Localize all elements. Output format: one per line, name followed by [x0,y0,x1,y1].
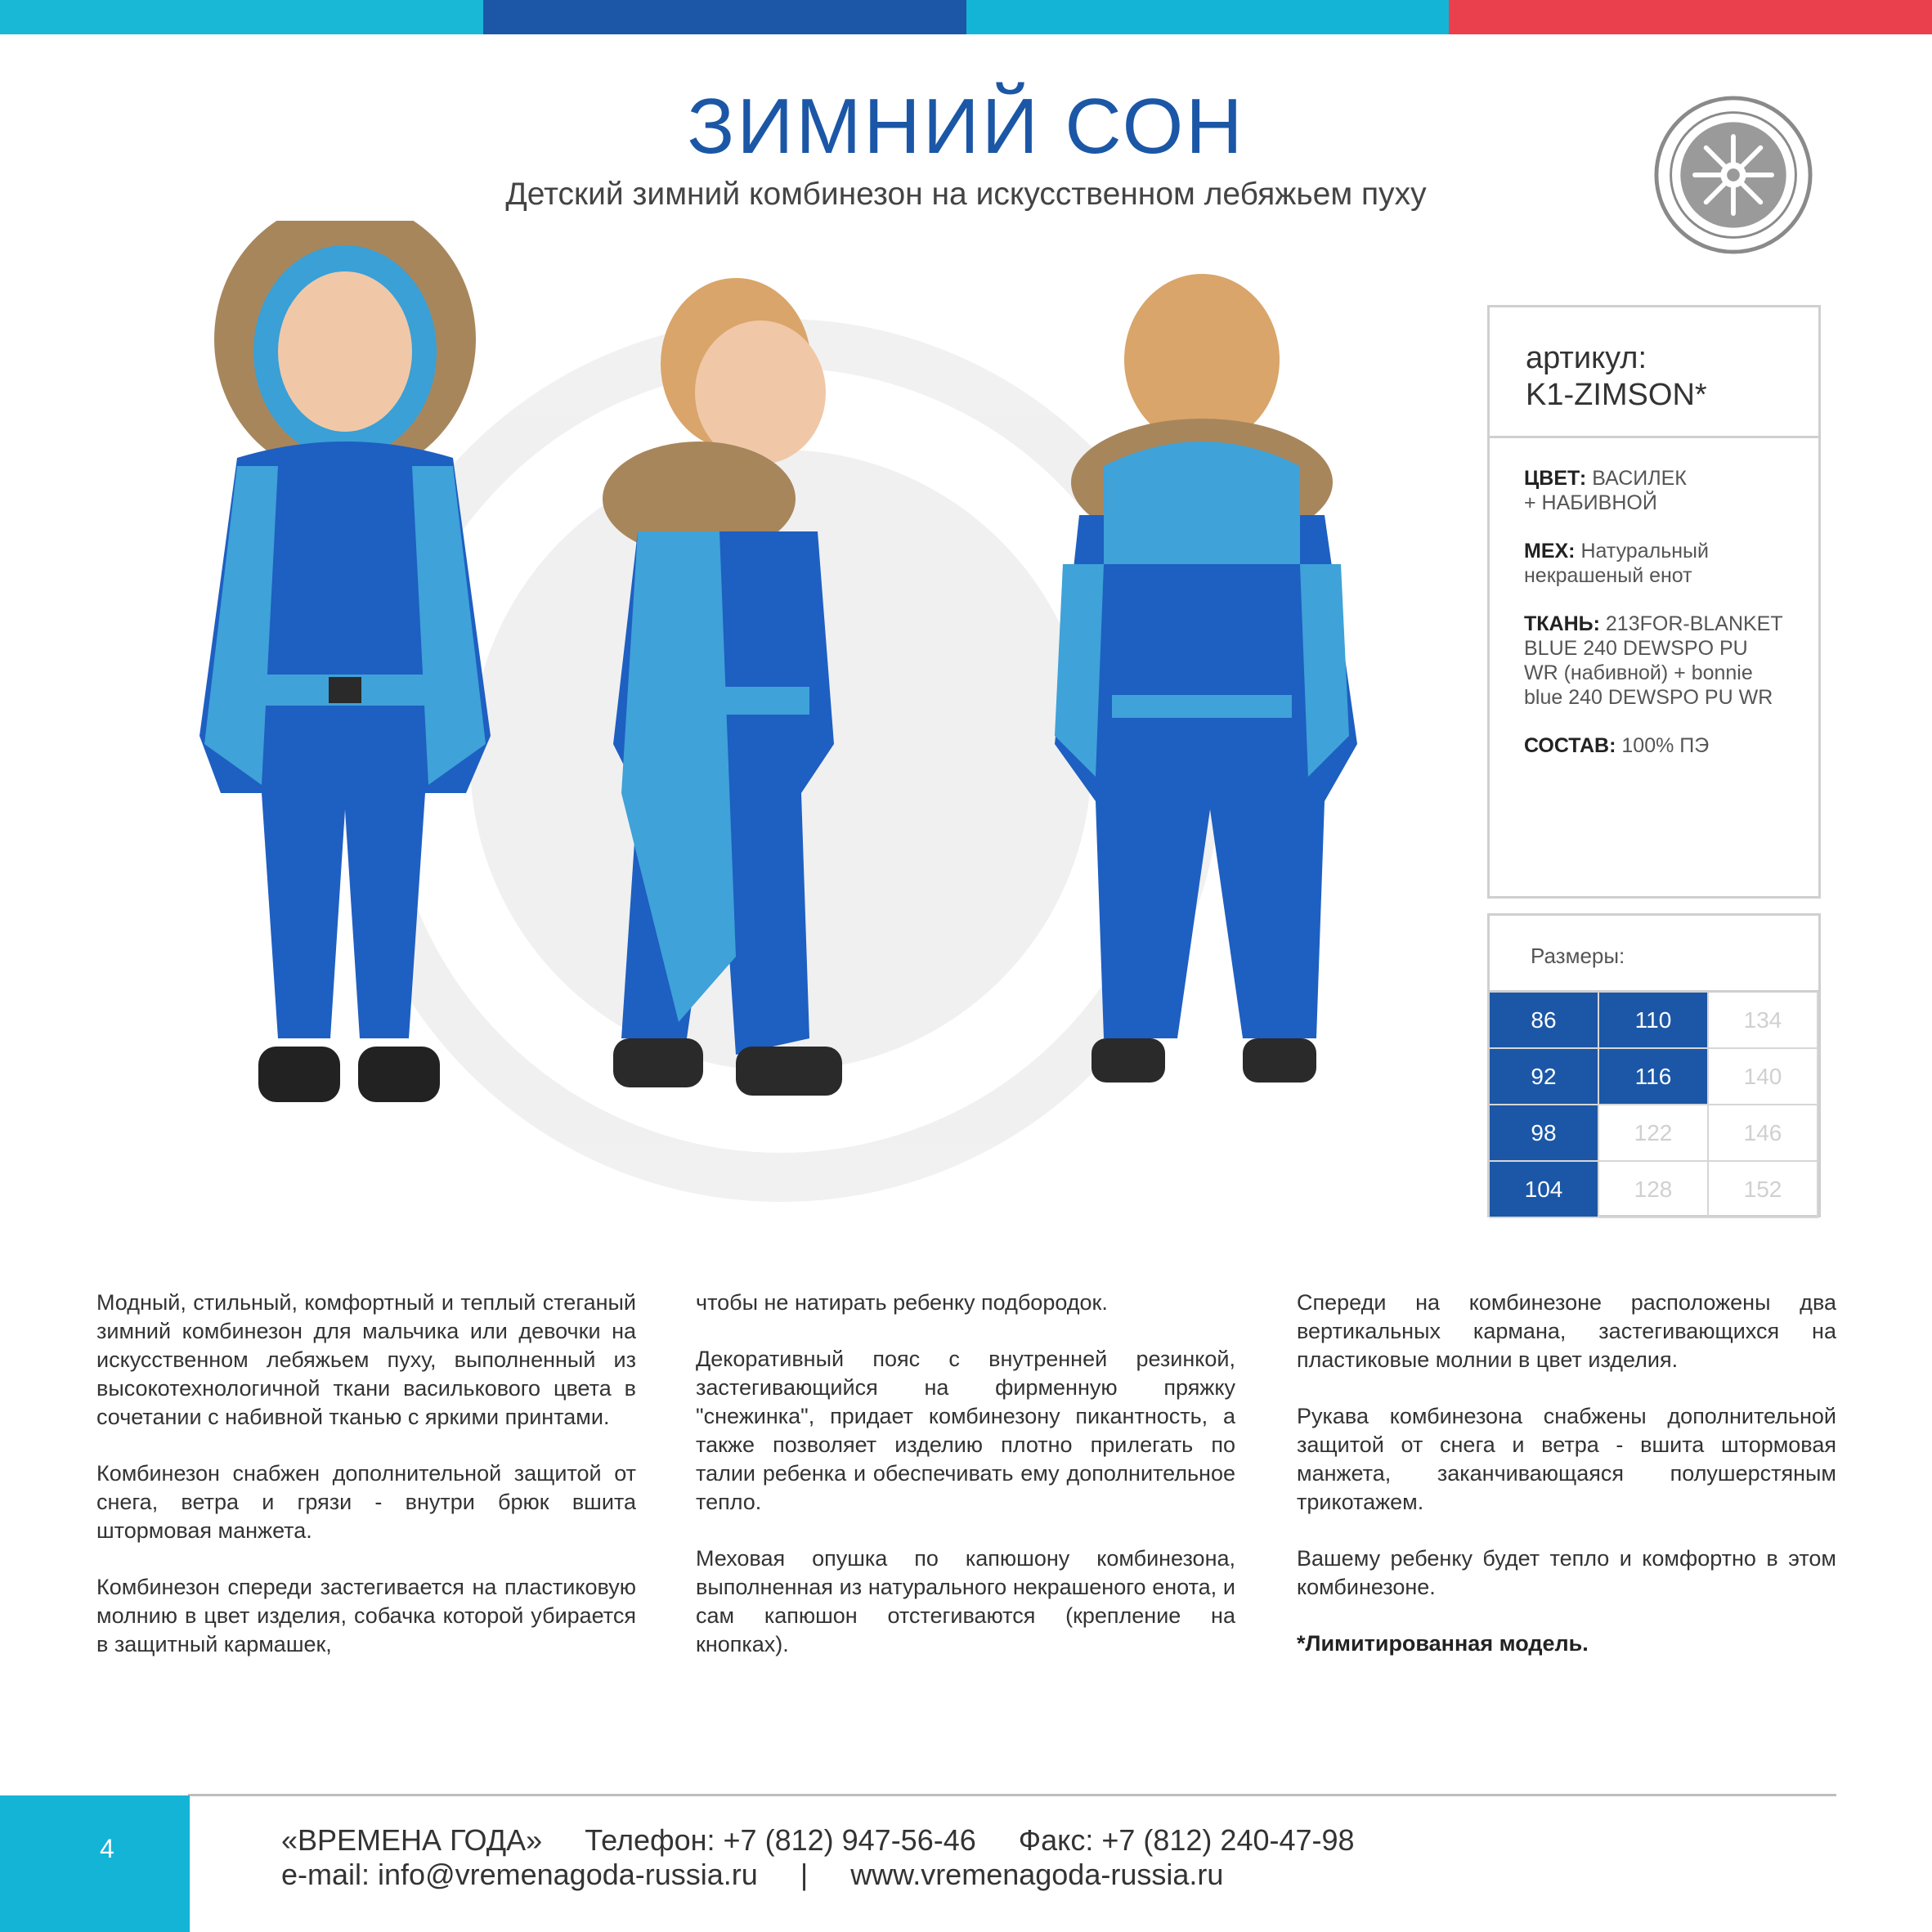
description-paragraph: Вашему ребенку будет тепло и комфортно в этом комбинезоне. [1297,1546,1836,1599]
size-cell: 104 [1490,1162,1599,1218]
footer-contacts-line-1 [281,1823,1389,1858]
spec-fur [1524,539,1818,588]
page-subtitle: Детский зимний комбинезон на искусственном лебяжьем пуху [505,177,1427,212]
footer-company: «ВРЕМЕНА ГОДА» [281,1823,543,1857]
spec-fabric-label: ТКАНЬ: [1524,612,1600,635]
size-cell: 122 [1599,1105,1709,1162]
band-segment-red [1449,0,1932,34]
spec-fur-label: МЕХ: [1524,540,1576,563]
spec-fabric [1524,612,1818,710]
description-paragraph: Рукава комбинезона снабжены дополнительной защитой от снега и ветра - вшита штормовая манжета, заканчивающаяся полушерстяным трикотажем. [1297,1404,1836,1514]
description-paragraph: Комбинезон снабжен дополнительной защитой от снега, ветра и грязи - внутри брюк вшита штормовая манжета. [96,1461,636,1543]
size-cell: 92 [1490,1049,1599,1105]
size-cell: 146 [1709,1105,1818,1162]
description-paragraph: Спереди на комбинезоне расположены два вертикальных кармана, застегивающихся на пластиковые молнии в цвет изделия. [1297,1290,1836,1372]
spec-fabric-value-1: 213FOR-BLANKET [1605,612,1783,635]
description-column-2 [696,1289,1235,1687]
spec-composition-value: 100% ПЭ [1621,734,1710,757]
spec-composition [1524,733,1818,758]
band-segment-cyan [0,0,483,34]
sizes-label: Размеры: [1490,916,1818,993]
size-cell: 152 [1709,1162,1818,1218]
footer-contacts-line-2 [281,1858,1257,1892]
seasons-snowflake-seal-icon [1653,95,1813,255]
description-paragraph: Комбинезон спереди застегивается на пластиковую молнию в цвет изделия, собачка которой убирается в защитный кармашек, [96,1575,636,1656]
footer-website[interactable]: www.vremenagoda-russia.ru [850,1858,1224,1891]
article-code: K1-ZIMSON* [1526,378,1707,412]
spec-fabric-value-4: blue 240 DEWSPO PU WR [1524,686,1773,709]
footer-page-tab [0,1795,190,1932]
description-column-1 [96,1289,636,1687]
size-cell: 110 [1599,993,1709,1049]
spec-fur-value-2: некрашеный енот [1524,564,1692,587]
description-paragraph: Меховая опушка по капюшону комбинезона, выполненная из натурального некрашеного енота, и сам капюшон отстегиваются (крепление на кнопках). [696,1546,1235,1656]
spec-box [1487,305,1821,899]
spec-color-value-1: ВАСИЛЕК [1592,467,1687,490]
description-paragraph: Модный, стильный, комфортный и теплый стеганый зимний комбинезон для мальчика или девочки на искусственном лебяжьем пуху, выполненный из высокотехнологичной ткани василькового цвета в сочетании с набивной тканью с яркими принтами. [96,1290,636,1429]
band-segment-blue [483,0,966,34]
footer-fax: Факс: +7 (812) 240-47-98 [1018,1823,1355,1857]
spec-color-value-2: + НАБИВНОЙ [1524,491,1657,514]
footer-divider [188,1794,1836,1796]
spec-fur-value-1: Натуральный [1580,540,1709,563]
spec-color [1524,466,1818,515]
child-back-view [1055,274,1357,1083]
size-cell: 128 [1599,1162,1709,1218]
page-title: ЗИМНИЙ СОН [687,83,1245,170]
footer-phone: Телефон: +7 (812) 947-56-46 [585,1823,976,1857]
sizes-table [1487,913,1821,1217]
description-column-3 [1297,1289,1836,1686]
footer-separator: | [800,1858,809,1891]
spec-fabric-value-2: BLUE 240 DEWSPO PU [1524,637,1748,660]
description-paragraph: Декоративный пояс с внутренней резинкой, застегивающийся на фирменную пряжку "снежинка", придает комбинезону пикантность, а также позволяет изделию плотно прилегать по талии ребенка и обеспечивать ему дополнительное тепло. [696,1347,1235,1514]
size-cell: 86 [1490,993,1599,1049]
footer-email[interactable]: e-mail: info@vremenagoda-russia.ru [281,1858,758,1891]
size-cell: 98 [1490,1105,1599,1162]
spec-composition-label: СОСТАВ: [1524,734,1616,757]
page-number: 4 [100,1834,114,1863]
size-cell: 140 [1709,1049,1818,1105]
sizes-grid [1490,993,1818,1218]
product-photos [114,221,1439,1243]
spec-details [1490,438,1818,758]
size-cell: 134 [1709,993,1818,1049]
article-block [1490,307,1818,438]
spec-fabric-value-3: WR (набивной) + bonnie [1524,661,1753,684]
band-segment-cyan-2 [966,0,1450,34]
top-color-band [0,0,1932,34]
article-label: артикул: [1526,341,1647,375]
spec-color-label: ЦВЕТ: [1524,467,1587,490]
size-cell: 116 [1599,1049,1709,1105]
limited-edition-note: *Лимитированная модель. [1297,1631,1589,1656]
description-paragraph: чтобы не натирать ребенку подбородок. [696,1290,1108,1315]
